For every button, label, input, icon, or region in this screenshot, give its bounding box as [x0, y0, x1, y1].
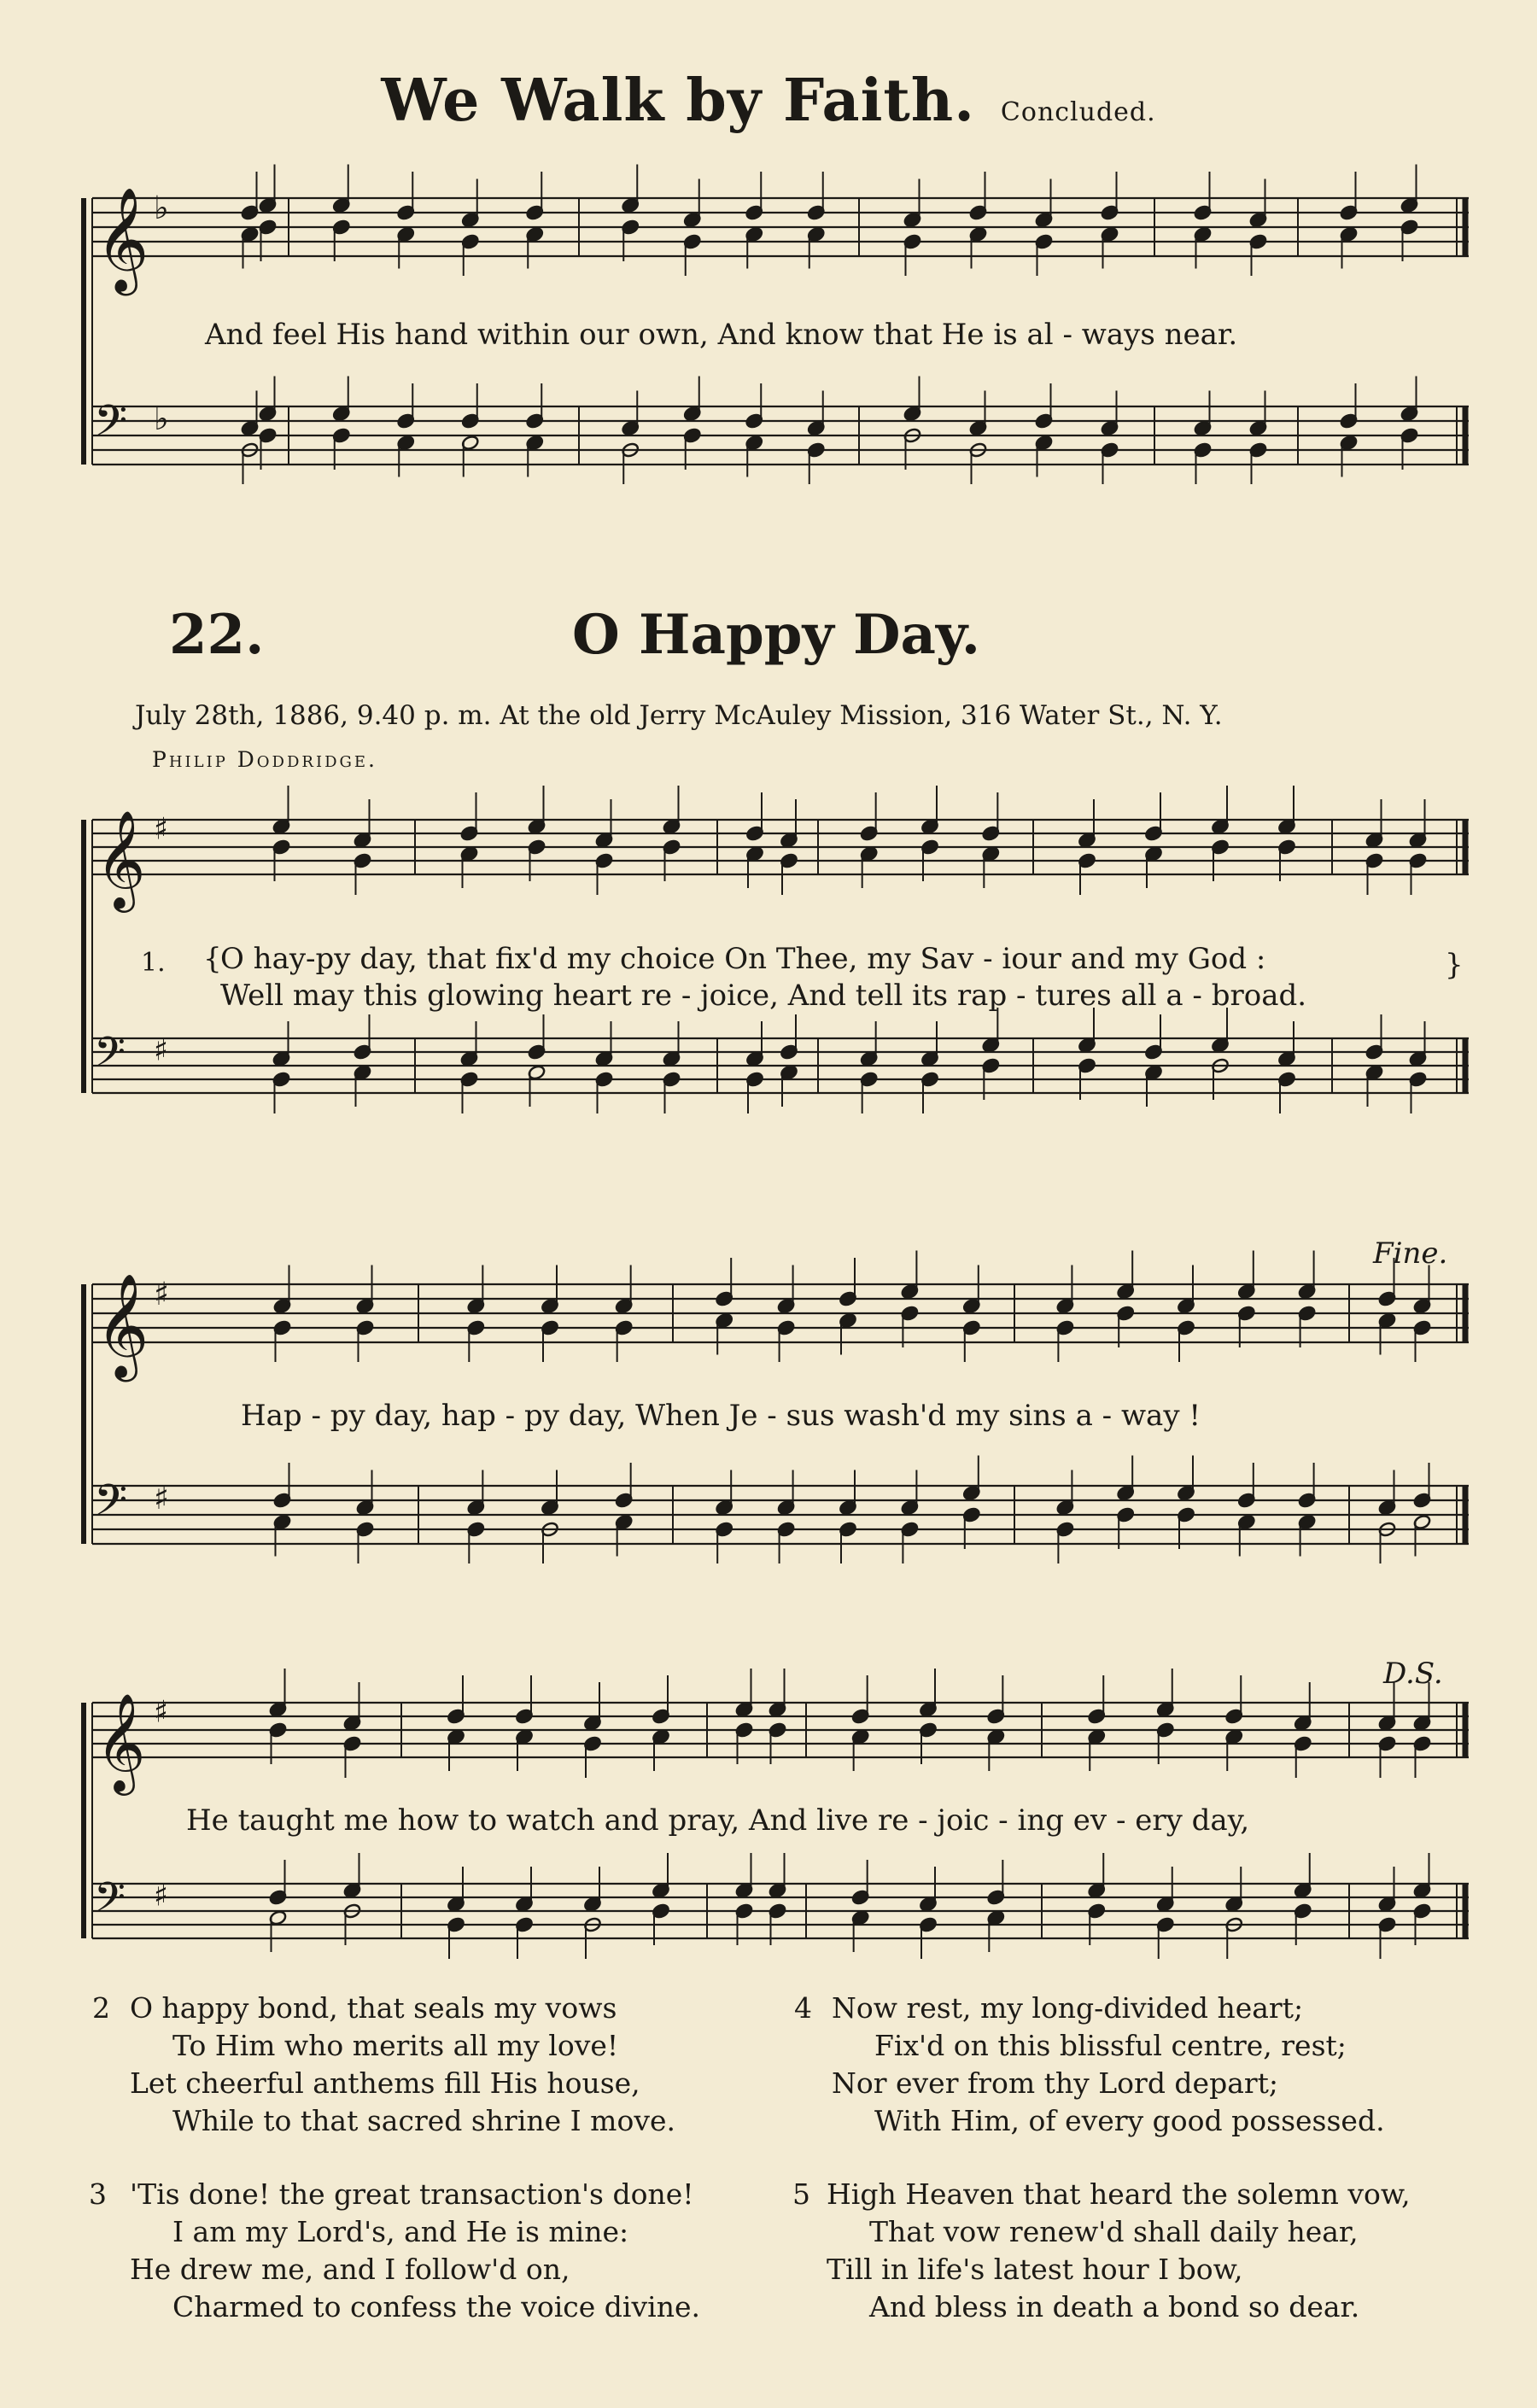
stanza-line: I am my Lord's, and He is mine: [172, 2215, 629, 2248]
stanza-line: Till in life's latest hour I bow, [827, 2253, 1243, 2286]
key-signature-icon: ♯ [154, 1032, 169, 1068]
verse-number: 1. [141, 948, 166, 978]
bass-clef-icon: 𝄢 [94, 396, 128, 458]
stanza-line: While to that sacred shrine I move. [172, 2104, 676, 2137]
stanza-line: That vow renew'd shall daily hear, [869, 2215, 1359, 2248]
fine-marking: Fine. [1373, 1236, 1448, 1271]
stanza-number: 5 [792, 2177, 810, 2211]
treble-clef-icon: 𝄞 [96, 1693, 146, 1791]
ds-marking: D.S. [1383, 1657, 1443, 1691]
stanza-line: To Him who merits all my love! [172, 2029, 619, 2062]
stanza-line: O happy bond, that seals my vows [130, 1991, 617, 2025]
stanza-number: 2 [92, 1991, 110, 2025]
stanza-line: Nor ever from thy Lord depart; [832, 2066, 1279, 2100]
stanza-line: Charmed to confess the voice divine. [172, 2290, 700, 2323]
key-signature-icon: ♭ [154, 400, 169, 438]
stanza-line: And bless in death a bond so dear. [869, 2290, 1360, 2323]
stanza-line: Let cheerful anthems fill His house, [130, 2066, 640, 2100]
stanza-line: 'Tis done! the great transaction's done! [130, 2177, 694, 2211]
system3-lyric: Hap - py day, hap - py day, When Je - sus wash'd my sins a - way ! [241, 1399, 1201, 1433]
system4-lyric: He taught me how to watch and pray, And live re - joic - ing ev - ery day, [186, 1803, 1250, 1838]
stanza-line: With Him, of every good possessed. [874, 2104, 1385, 2137]
treble-clef-icon: 𝄞 [96, 186, 149, 291]
system1-lyric: And feel His hand within our own, And know that He is al - ways near. [205, 318, 1238, 352]
key-signature-icon: ♭ [154, 188, 169, 226]
brace-left: { [203, 942, 222, 976]
brace-right: } [1445, 948, 1464, 982]
hymn-dateline: July 28th, 1886, 9.40 p. m. At the old Jerry McAuley Mission, 316 Water St., N. Y. [135, 700, 1223, 731]
key-signature-icon: ♯ [154, 1878, 169, 1914]
system2-lyric-line1: O hay-py day, that fix'd my choice On Thee, my Sav - iour and my God : [220, 942, 1266, 976]
treble-clef-icon: 𝄞 [96, 810, 146, 909]
stanza-number: 3 [89, 2177, 107, 2211]
bass-clef-icon: 𝄢 [94, 1028, 126, 1086]
key-signature-icon: ♯ [154, 811, 169, 847]
stanza-2 [92, 1990, 675, 2140]
hymn-author: Philip Doddridge. [152, 747, 377, 772]
hymn-title: O Happy Day. [572, 603, 981, 667]
key-signature-icon: ♯ [154, 1694, 169, 1730]
stanza-4 [794, 1990, 1385, 2140]
song-title: We Walk by Faith. [381, 67, 975, 135]
treble-clef-icon: 𝄞 [96, 1272, 149, 1377]
bass-clef-icon: 𝄢 [94, 1476, 128, 1537]
key-signature-icon: ♯ [154, 1274, 170, 1312]
stanza-line: Now rest, my long-divided heart; [832, 1991, 1304, 2025]
system2-lyric-line2: Well may this glowing heart re - joice, And tell its rap - tures all a - broad. [220, 979, 1307, 1013]
hymn-number: 22. [169, 603, 265, 667]
stanza-number: 4 [794, 1991, 812, 2025]
stanza-3 [89, 2176, 700, 2326]
stanza-5 [792, 2176, 1411, 2326]
bass-clef-icon: 𝄢 [94, 1873, 126, 1932]
stanza-line: He drew me, and I follow'd on, [130, 2253, 570, 2286]
song-subtitle: Concluded. [1000, 97, 1156, 127]
key-signature-icon: ♯ [154, 1479, 170, 1517]
stanza-line: High Heaven that heard the solemn vow, [827, 2177, 1411, 2211]
stanza-line: Fix'd on this blissful centre, rest; [874, 2029, 1347, 2062]
